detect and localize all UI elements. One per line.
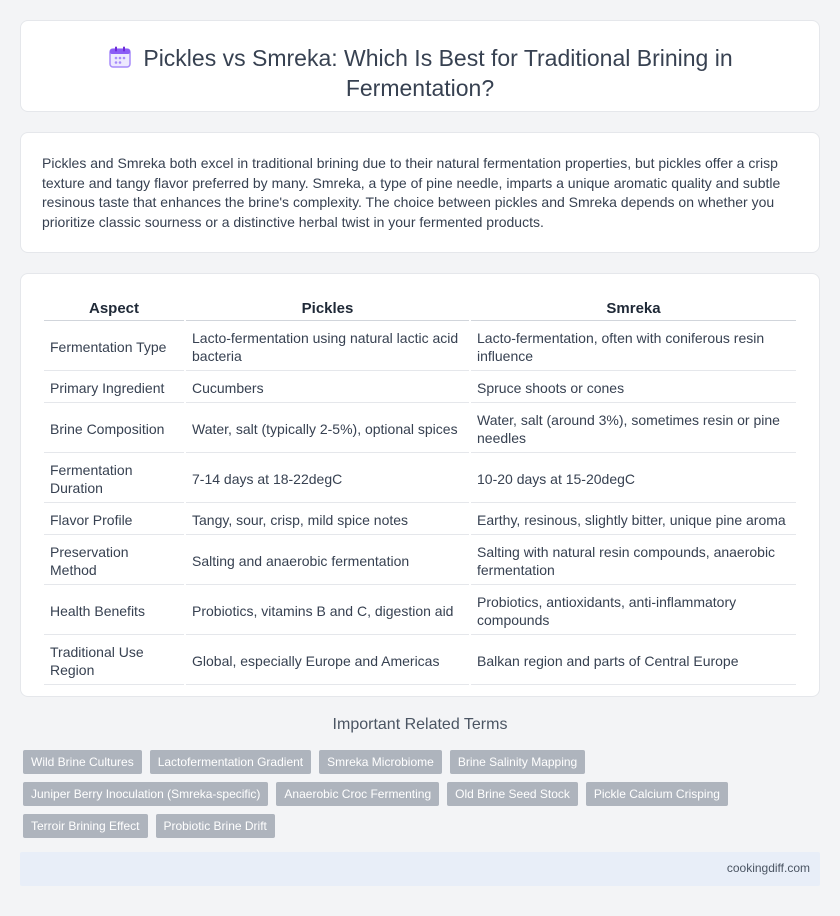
cell-smreka: Salting with natural resin compounds, anaerobic fermentation: [471, 537, 796, 585]
cell-pickles: Cucumbers: [186, 373, 469, 403]
related-term-tag[interactable]: Lactofermentation Gradient: [150, 750, 311, 774]
cell-smreka: Probiotics, antioxidants, anti-inflammatory compounds: [471, 587, 796, 635]
table-row: [44, 637, 796, 685]
cell-aspect: Preservation Method: [44, 537, 184, 585]
related-term-tag[interactable]: Old Brine Seed Stock: [447, 782, 578, 806]
cell-pickles: Probiotics, vitamins B and C, digestion aid: [186, 587, 469, 635]
cell-pickles: Global, especially Europe and Americas: [186, 637, 469, 685]
related-term-tag[interactable]: Anaerobic Croc Fermenting: [276, 782, 439, 806]
cell-pickles: Lacto-fermentation using natural lactic acid bacteria: [186, 323, 469, 371]
cell-pickles: Water, salt (typically 2-5%), optional spices: [186, 405, 469, 453]
table-header-row: [44, 297, 796, 321]
header-aspect: Aspect: [44, 297, 184, 321]
related-terms-list: [23, 750, 813, 838]
intro-card: [20, 132, 820, 253]
cell-aspect: Traditional Use Region: [44, 637, 184, 685]
table-row: [44, 323, 796, 371]
related-term-tag[interactable]: Probiotic Brine Drift: [156, 814, 275, 838]
table-row: [44, 537, 796, 585]
cell-smreka: 10-20 days at 15-20degC: [471, 455, 796, 503]
related-term-tag[interactable]: Wild Brine Cultures: [23, 750, 142, 774]
related-term-tag[interactable]: Juniper Berry Inoculation (Smreka-specific): [23, 782, 268, 806]
table-row: [44, 405, 796, 453]
table-row: [44, 505, 796, 535]
page-title: Pickles vs Smreka: Which Is Best for Traditional Brining in Fermentation?: [143, 45, 733, 101]
related-term-tag[interactable]: Smreka Microbiome: [319, 750, 442, 774]
related-term-tag[interactable]: Brine Salinity Mapping: [450, 750, 585, 774]
cell-aspect: Brine Composition: [44, 405, 184, 453]
related-term-tag[interactable]: Terroir Brining Effect: [23, 814, 148, 838]
cell-aspect: Fermentation Type: [44, 323, 184, 371]
cell-pickles: Salting and anaerobic fermentation: [186, 537, 469, 585]
cell-aspect: Fermentation Duration: [44, 455, 184, 503]
related-term-tag[interactable]: Pickle Calcium Crisping: [586, 782, 728, 806]
cell-smreka: Balkan region and parts of Central Europe: [471, 637, 796, 685]
cell-smreka: Spruce shoots or cones: [471, 373, 796, 403]
cell-aspect: Health Benefits: [44, 587, 184, 635]
comparison-table: [42, 295, 798, 687]
cell-aspect: Flavor Profile: [44, 505, 184, 535]
footer-site-link[interactable]: cookingdiff.com: [726, 861, 810, 875]
footer: [20, 852, 820, 886]
cell-pickles: 7-14 days at 18-22degC: [186, 455, 469, 503]
cell-smreka: Water, salt (around 3%), sometimes resin or pine needles: [471, 405, 796, 453]
intro-text: Pickles and Smreka both excel in traditional brining due to their natural fermentation properties, but pickles offer a crisp texture and tangy flavor preferred by many. Smreka, a type of pine needle, imparts a unique aromatic quality and subtle resinous taste that enhances the brine's complexity. The choice between pickles and Smreka depends on whether you prioritize classic sourness or a distinctive herbal twist in your fermented products.: [42, 155, 781, 230]
cell-pickles: Tangy, sour, crisp, mild spice notes: [186, 505, 469, 535]
header-smreka: Smreka: [471, 297, 796, 321]
cell-smreka: Lacto-fermentation, often with coniferous resin influence: [471, 323, 796, 371]
comparison-card: [20, 273, 820, 697]
table-row: [44, 587, 796, 635]
calendar-icon: [107, 44, 133, 70]
cell-aspect: Primary Ingredient: [44, 373, 184, 403]
related-terms-title: Important Related Terms: [332, 716, 508, 733]
header-pickles: Pickles: [186, 297, 469, 321]
page-title-wrap: [21, 43, 819, 103]
table-row: [44, 455, 796, 503]
table-row: [44, 373, 796, 403]
title-card: [20, 20, 820, 112]
cell-smreka: Earthy, resinous, slightly bitter, unique pine aroma: [471, 505, 796, 535]
